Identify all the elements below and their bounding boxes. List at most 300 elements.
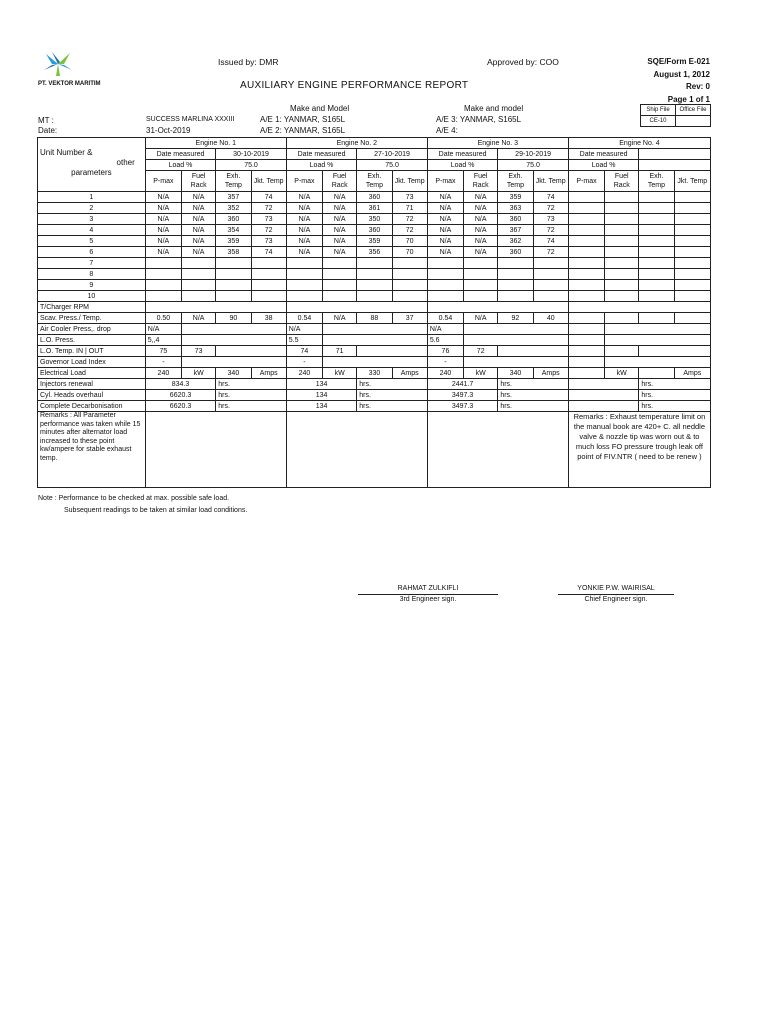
- form-date: August 1, 2012: [653, 69, 710, 79]
- date-label: Date:: [38, 126, 58, 135]
- unit-value: [357, 280, 392, 291]
- param-header-4-2: Exh. Temp: [639, 171, 674, 192]
- cyl-heads-unit: hrs.: [216, 390, 287, 401]
- electrical-value: 330: [357, 368, 392, 379]
- electrical-value: [568, 368, 604, 379]
- unit-value: 72: [392, 225, 427, 236]
- ship-file-label: Ship File: [641, 105, 676, 116]
- ae3: A/E 3: YANMAR, S165L: [436, 115, 522, 124]
- scav-value: N/A: [464, 313, 498, 324]
- unit-value: [674, 225, 710, 236]
- unit-value: [568, 258, 604, 269]
- engine-4-load: [639, 160, 711, 171]
- unit-value: [216, 280, 251, 291]
- form-info: [590, 56, 710, 106]
- engine-2-load: 75.0: [357, 160, 428, 171]
- unit-value: 72: [533, 203, 568, 214]
- unit-value: N/A: [182, 192, 216, 203]
- unit-value: N/A: [145, 225, 181, 236]
- unit-value: [286, 280, 322, 291]
- unit-label-line2: other: [116, 158, 135, 167]
- cyl-heads-unit: hrs.: [357, 390, 428, 401]
- electrical-value: Amps: [674, 368, 710, 379]
- air-cooler-e1: N/A: [145, 324, 181, 335]
- unit-value: [464, 291, 498, 302]
- unit-number: 6: [38, 247, 146, 258]
- param-header-2-1: Fuel Rack: [323, 171, 357, 192]
- scav-value: 90: [216, 313, 251, 324]
- scav-value: [674, 313, 710, 324]
- unit-value: 74: [533, 236, 568, 247]
- unit-value: 74: [251, 247, 286, 258]
- unit-value: [639, 214, 674, 225]
- mt-value: SUCCESS MARLINA XXXIII: [146, 116, 235, 123]
- injectors-row: [38, 379, 711, 390]
- unit-value: [605, 258, 639, 269]
- unit-value: N/A: [182, 236, 216, 247]
- unit-value: 362: [498, 236, 533, 247]
- form-number: SQE/Form E-021: [647, 57, 710, 66]
- electrical-value: 340: [216, 368, 251, 379]
- unit-value: 352: [216, 203, 251, 214]
- unit-value: N/A: [464, 214, 498, 225]
- unit-value: [605, 247, 639, 258]
- cyl-heads-unit: hrs.: [498, 390, 569, 401]
- unit-value: [639, 203, 674, 214]
- unit-value: N/A: [145, 236, 181, 247]
- unit-value: [605, 203, 639, 214]
- unit-value: [639, 258, 674, 269]
- cyl-heads-value: 6620.3: [145, 390, 215, 401]
- unit-value: 357: [216, 192, 251, 203]
- electrical-value: kW: [182, 368, 216, 379]
- unit-value: [674, 214, 710, 225]
- unit-value: N/A: [286, 203, 322, 214]
- unit-value: [605, 236, 639, 247]
- unit-value: 359: [357, 236, 392, 247]
- engine-3-label: Engine No. 3: [427, 138, 568, 149]
- unit-value: [145, 269, 181, 280]
- unit-number: 7: [38, 258, 146, 269]
- lo-temp-e3-out: 72: [464, 346, 498, 357]
- unit-number: 4: [38, 225, 146, 236]
- unit-value: N/A: [464, 236, 498, 247]
- unit-number-header: [38, 138, 146, 192]
- unit-value: [674, 247, 710, 258]
- unit-value: [674, 280, 710, 291]
- unit-value: [182, 269, 216, 280]
- lo-temp-e2-in: 74: [286, 346, 322, 357]
- unit-value: N/A: [427, 203, 463, 214]
- cyl-heads-value: 3497.3: [427, 390, 497, 401]
- decarb-label: Complete Decarbonisation: [38, 401, 146, 412]
- cyl-heads-row: [38, 390, 711, 401]
- injectors-value: 2441.7: [427, 379, 497, 390]
- date-measured-label: Date measured: [145, 149, 215, 160]
- param-header-4-1: Fuel Rack: [605, 171, 639, 192]
- remarks-cell: Remarks : All Parameter performance was taken while 15 minutes after alternator load increased to these point kw/ampere for stable exhaust temp.: [38, 412, 146, 488]
- scav-value: [605, 313, 639, 324]
- unit-value: [568, 269, 604, 280]
- unit-value: [427, 269, 463, 280]
- decarb-unit: hrs.: [639, 401, 711, 412]
- scav-label: Scav. Press./ Temp.: [38, 313, 146, 324]
- engine-1-date: 30-10-2019: [216, 149, 287, 160]
- signature-chief-engineer: [558, 585, 674, 603]
- unit-value: N/A: [145, 192, 181, 203]
- lo-press-label: L.O. Press.: [38, 335, 146, 346]
- signature-role: 3rd Engineer sign.: [358, 594, 498, 603]
- unit-value: [145, 280, 181, 291]
- cyl-heads-label: Cyl. Heads overhaul: [38, 390, 146, 401]
- unit-value: [605, 280, 639, 291]
- date-measured-label: Date measured: [568, 149, 638, 160]
- unit-value: 358: [216, 247, 251, 258]
- unit-value: 359: [216, 236, 251, 247]
- date-measured-label: Date measured: [427, 149, 497, 160]
- table-row: [38, 225, 711, 236]
- governor-e1: -: [145, 357, 181, 368]
- unit-number: 5: [38, 236, 146, 247]
- unit-value: [286, 269, 322, 280]
- scav-value: 38: [251, 313, 286, 324]
- unit-value: 360: [357, 192, 392, 203]
- unit-value: [639, 291, 674, 302]
- electrical-value: Amps: [251, 368, 286, 379]
- unit-value: [182, 291, 216, 302]
- unit-value: 71: [392, 203, 427, 214]
- unit-value: [145, 291, 181, 302]
- table-row: [38, 247, 711, 258]
- unit-value: [639, 192, 674, 203]
- unit-value: [464, 280, 498, 291]
- air-cooler-e4: [568, 324, 604, 335]
- param-header-3-0: P-max: [427, 171, 463, 192]
- cyl-heads-value: 134: [286, 390, 356, 401]
- unit-value: N/A: [286, 236, 322, 247]
- unit-number: 10: [38, 291, 146, 302]
- unit-value: [674, 269, 710, 280]
- unit-value: [674, 258, 710, 269]
- unit-value: 72: [251, 203, 286, 214]
- air-cooler-label: Air Cooler Press,. drop: [38, 324, 146, 335]
- table-row: [38, 236, 711, 247]
- lo-temp-e2-out: 71: [323, 346, 357, 357]
- signature-name: RAHMAT ZULKIFLI: [397, 585, 459, 592]
- unit-value: [605, 192, 639, 203]
- unit-value: [251, 291, 286, 302]
- signature-name: YONKIE P.W. WAIRISAL: [577, 585, 655, 592]
- scav-row: [38, 313, 711, 324]
- unit-value: [568, 247, 604, 258]
- table-row: [38, 269, 711, 280]
- injectors-value: [568, 379, 638, 390]
- unit-label-line3: parameters: [71, 168, 112, 177]
- lo-temp-label: L.O. Temp. IN | OUT: [38, 346, 146, 357]
- unit-value: N/A: [145, 203, 181, 214]
- injectors-value: 834.3: [145, 379, 215, 390]
- electrical-value: 240: [145, 368, 181, 379]
- unit-value: 70: [392, 247, 427, 258]
- engine-4-date: [639, 149, 711, 160]
- table-row: [38, 291, 711, 302]
- unit-value: 350: [357, 214, 392, 225]
- unit-value: 367: [498, 225, 533, 236]
- file-boxes: [640, 104, 711, 127]
- unit-value: [145, 258, 181, 269]
- unit-value: 70: [392, 236, 427, 247]
- load-label: Load %: [427, 160, 497, 171]
- unit-value: [568, 214, 604, 225]
- unit-value: N/A: [323, 203, 357, 214]
- unit-value: N/A: [427, 214, 463, 225]
- unit-value: N/A: [182, 225, 216, 236]
- date-measured-label: Date measured: [286, 149, 356, 160]
- unit-value: N/A: [145, 214, 181, 225]
- unit-value: [392, 258, 427, 269]
- engine-4-label: Engine No. 4: [568, 138, 710, 149]
- company-name: PT. VEKTOR MARITIM: [38, 81, 101, 87]
- param-header-3-2: Exh. Temp: [498, 171, 533, 192]
- unit-number: 1: [38, 192, 146, 203]
- scav-value: N/A: [182, 313, 216, 324]
- unit-value: [639, 247, 674, 258]
- scav-value: 0.50: [145, 313, 181, 324]
- unit-value: [568, 225, 604, 236]
- unit-value: N/A: [464, 225, 498, 236]
- unit-value: 360: [498, 247, 533, 258]
- air-cooler-e3: N/A: [427, 324, 463, 335]
- param-header-2-0: P-max: [286, 171, 322, 192]
- decarb-value: 6620.3: [145, 401, 215, 412]
- unit-value: N/A: [427, 192, 463, 203]
- unit-value: [392, 280, 427, 291]
- office-file-label: Office File: [676, 105, 711, 116]
- tcharger-label: T/Charger RPM: [38, 302, 146, 313]
- unit-value: 74: [251, 192, 286, 203]
- engine-2-date: 27-10-2019: [357, 149, 428, 160]
- unit-value: N/A: [323, 192, 357, 203]
- unit-value: [568, 203, 604, 214]
- unit-value: [216, 258, 251, 269]
- param-header-1-3: Jkt. Temp: [251, 171, 286, 192]
- scav-value: 88: [357, 313, 392, 324]
- unit-value: 72: [533, 247, 568, 258]
- unit-value: [674, 291, 710, 302]
- unit-value: [605, 225, 639, 236]
- form-rev: Rev: 0: [685, 82, 710, 91]
- injectors-value: 134: [286, 379, 356, 390]
- unit-value: [427, 280, 463, 291]
- mt-label: MT :: [38, 116, 54, 125]
- param-header-3-1: Fuel Rack: [464, 171, 498, 192]
- param-header-2-3: Jkt. Temp: [392, 171, 427, 192]
- unit-value: [498, 269, 533, 280]
- unit-value: [392, 291, 427, 302]
- unit-value: 72: [533, 225, 568, 236]
- load-label: Load %: [145, 160, 215, 171]
- lo-press-e4: [568, 335, 604, 346]
- unit-number: 8: [38, 269, 146, 280]
- performance-table: [37, 137, 711, 488]
- engine-1-label: Engine No. 1: [145, 138, 286, 149]
- unit-value: 72: [392, 214, 427, 225]
- electrical-value: kW: [323, 368, 357, 379]
- unit-value: [357, 269, 392, 280]
- unit-value: N/A: [323, 247, 357, 258]
- unit-value: [427, 258, 463, 269]
- param-header-1-0: P-max: [145, 171, 181, 192]
- param-header-1-1: Fuel Rack: [182, 171, 216, 192]
- electrical-value: 340: [498, 368, 533, 379]
- decarb-value: 134: [286, 401, 356, 412]
- unit-value: [427, 291, 463, 302]
- unit-value: 72: [251, 225, 286, 236]
- unit-value: 356: [357, 247, 392, 258]
- unit-label-line1: Unit Number &: [40, 148, 93, 157]
- unit-value: N/A: [286, 247, 322, 258]
- decarb-value: [568, 401, 638, 412]
- decarb-unit: hrs.: [216, 401, 287, 412]
- electrical-value: Amps: [392, 368, 427, 379]
- lo-temp-e4-out: [605, 346, 639, 357]
- scav-value: 92: [498, 313, 533, 324]
- unit-value: [639, 225, 674, 236]
- electrical-value: kW: [464, 368, 498, 379]
- unit-value: [639, 280, 674, 291]
- governor-e2: -: [286, 357, 322, 368]
- unit-value: N/A: [464, 247, 498, 258]
- electrical-value: kW: [605, 368, 639, 379]
- lo-press-e3: 5.6: [427, 335, 463, 346]
- unit-value: N/A: [286, 225, 322, 236]
- load-label: Load %: [286, 160, 356, 171]
- injectors-unit: hrs.: [639, 379, 711, 390]
- decarb-row: [38, 401, 711, 412]
- unit-value: [323, 269, 357, 280]
- unit-value: N/A: [323, 214, 357, 225]
- cyl-heads-value: [568, 390, 638, 401]
- unit-value: [251, 258, 286, 269]
- note-line-1: Note : Performance to be checked at max. possible safe load.: [38, 495, 230, 502]
- unit-value: [323, 291, 357, 302]
- unit-value: [464, 258, 498, 269]
- unit-value: [357, 291, 392, 302]
- unit-value: [605, 214, 639, 225]
- param-header-2-2: Exh. Temp: [357, 171, 392, 192]
- param-header-4-3: Jkt. Temp: [674, 171, 710, 192]
- notes: [38, 493, 247, 517]
- cyl-heads-unit: hrs.: [639, 390, 711, 401]
- unit-value: 363: [498, 203, 533, 214]
- unit-value: 360: [498, 214, 533, 225]
- unit-value: N/A: [464, 192, 498, 203]
- electrical-value: [639, 368, 674, 379]
- unit-value: [568, 280, 604, 291]
- scav-value: [639, 313, 674, 324]
- ae2: A/E 2: YANMAR, S165L: [260, 126, 346, 135]
- table-row: [38, 203, 711, 214]
- unit-value: N/A: [286, 192, 322, 203]
- table-row: [38, 258, 711, 269]
- decarb-unit: hrs.: [498, 401, 569, 412]
- unit-value: N/A: [182, 203, 216, 214]
- unit-value: [498, 291, 533, 302]
- unit-value: [286, 291, 322, 302]
- param-header-4-0: P-max: [568, 171, 604, 192]
- governor-e3: -: [427, 357, 463, 368]
- unit-value: [251, 269, 286, 280]
- unit-value: [605, 291, 639, 302]
- decarb-value: 3497.3: [427, 401, 497, 412]
- unit-value: [605, 269, 639, 280]
- signature-3rd-engineer: [358, 585, 498, 603]
- scav-value: 0.54: [427, 313, 463, 324]
- unit-value: N/A: [145, 247, 181, 258]
- lo-temp-e1-out: 73: [182, 346, 216, 357]
- form-page: Page 1 of 1: [667, 94, 710, 104]
- make-model-right: Make and model: [464, 104, 524, 113]
- unit-value: 354: [216, 225, 251, 236]
- unit-value: 359: [498, 192, 533, 203]
- unit-value: N/A: [323, 225, 357, 236]
- unit-value: [533, 269, 568, 280]
- unit-value: 74: [533, 192, 568, 203]
- unit-value: [323, 258, 357, 269]
- signature-role: Chief Engineer sign.: [558, 594, 674, 603]
- decarb-unit: hrs.: [357, 401, 428, 412]
- electrical-value: Amps: [533, 368, 568, 379]
- governor-e4: [568, 357, 604, 368]
- electrical-label: Electrical Load: [38, 368, 146, 379]
- unit-number: 9: [38, 280, 146, 291]
- unit-value: [568, 291, 604, 302]
- load-label: Load %: [568, 160, 638, 171]
- scav-value: [568, 313, 604, 324]
- electrical-row: [38, 368, 711, 379]
- governor-label: Governor Load Index: [38, 357, 146, 368]
- remarks-engine-4: Remarks : Exhaust temperature limit on the manual book are 420+ C. all neddle valve & nozzle tip was worn out & to much loss FO pressure trough leak off point of FIV.NTR ( need to be renew ): [568, 412, 710, 488]
- scav-value: 0.54: [286, 313, 322, 324]
- ae1: A/E 1: YANMAR, S165L: [260, 115, 346, 124]
- unit-value: [568, 192, 604, 203]
- unit-value: [498, 280, 533, 291]
- unit-value: N/A: [427, 225, 463, 236]
- lo-press-e2: 5.5: [286, 335, 322, 346]
- lo-temp-e1-in: 75: [145, 346, 181, 357]
- unit-value: N/A: [323, 236, 357, 247]
- make-model-left: Make and Model: [290, 104, 350, 113]
- unit-value: [182, 280, 216, 291]
- unit-value: [533, 280, 568, 291]
- unit-value: N/A: [182, 214, 216, 225]
- unit-value: 361: [357, 203, 392, 214]
- unit-value: [533, 258, 568, 269]
- unit-value: [286, 258, 322, 269]
- unit-value: [464, 269, 498, 280]
- injectors-unit: hrs.: [498, 379, 569, 390]
- unit-value: 360: [216, 214, 251, 225]
- note-line-2: Subsequent readings to be taken at similar load conditions.: [64, 507, 248, 514]
- unit-value: N/A: [182, 247, 216, 258]
- unit-value: [182, 258, 216, 269]
- unit-value: 73: [533, 214, 568, 225]
- unit-number: 3: [38, 214, 146, 225]
- unit-value: N/A: [427, 247, 463, 258]
- param-header-1-2: Exh. Temp: [216, 171, 251, 192]
- ae4: A/E 4:: [436, 126, 458, 135]
- unit-value: [392, 269, 427, 280]
